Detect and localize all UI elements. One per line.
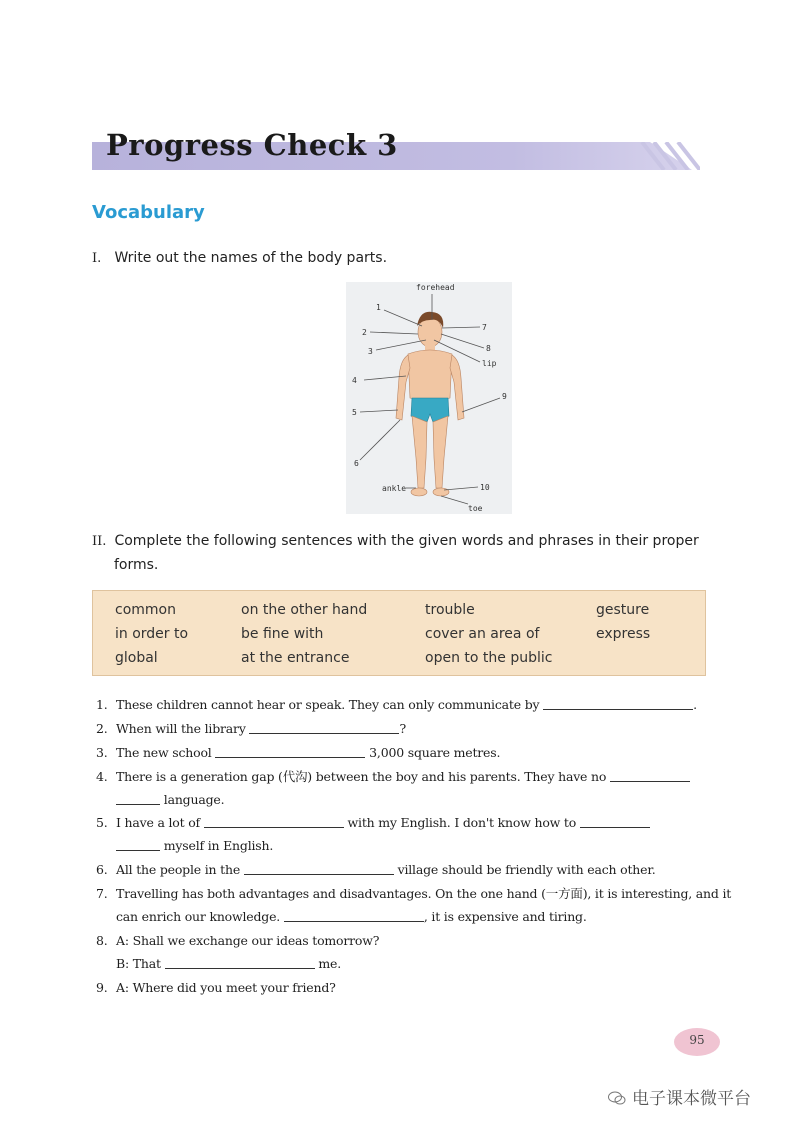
word-item: common [115,602,176,618]
sentence-text: village should be friendly with each other. [397,862,656,877]
sentence-text: myself in English. [163,838,274,853]
sentence-number: 9. [96,980,108,995]
sentence-8-cont [96,953,341,975]
sentence-5-cont [96,835,273,857]
sentence-number: 2. [96,721,108,736]
part1-number: I. [92,251,102,266]
sentence-number: 8. [96,933,108,948]
word-item: express [596,626,651,642]
label-2: 2 [362,328,367,337]
sentence-text: A: Where did you meet your friend? [116,980,336,995]
label-10: 10 [480,483,490,492]
sentence-text: language. [163,792,225,807]
human-figure [396,312,464,496]
word-item: global [115,650,158,666]
sentence-7-cont [96,906,587,928]
answer-blank[interactable] [204,813,344,828]
body-parts-figure [346,282,512,514]
sentence-number: 5. [96,815,108,830]
body-illustration [346,282,512,514]
part1-instruction [92,250,387,266]
label-7: 7 [482,323,487,332]
label-6: 6 [354,459,359,468]
sentence-4 [96,766,690,788]
sentence-text: All the people in the [116,862,241,877]
answer-blank[interactable] [580,813,650,828]
word-item: trouble [425,602,475,618]
word-item: be fine with [241,626,324,642]
word-box [92,590,706,676]
part2-number: II. [92,534,107,549]
label-1: 1 [376,303,381,312]
label-8: 8 [486,344,491,353]
sentence-5 [96,812,650,834]
label-5: 5 [352,408,357,417]
sentence-number: 4. [96,769,108,784]
word-item: at the entrance [241,650,350,666]
sentence-4-cont [96,789,224,811]
page-title: Progress Check 3 [106,128,398,162]
word-item: cover an area of [425,626,540,642]
part2-instruction-line2: forms. [114,557,159,573]
sentence-3 [96,742,500,764]
watermark [608,1084,751,1109]
sentence-text: with my English. I don't know how to [347,815,577,830]
sentence-text: A: Shall we exchange our ideas tomorrow? [116,933,380,948]
answer-blank[interactable] [244,860,394,875]
sentence-number: 1. [96,697,108,712]
sentence-6 [96,859,656,881]
sentence-number: 6. [96,862,108,877]
sentence-8 [96,930,379,952]
sentence-text: Travelling has both advantages and disadvantages. On the one hand (一方面), it is interesting, and it [116,886,732,901]
sentence-1 [96,694,697,716]
label-4: 4 [352,376,357,385]
answer-blank[interactable] [610,767,690,782]
sentence-text: 3,000 square metres. [369,745,501,760]
word-item: gesture [596,602,650,618]
answer-blank[interactable] [116,836,160,851]
sentence-number: 3. [96,745,108,760]
answer-blank[interactable] [249,719,399,734]
sentence-text: When will the library [116,721,246,736]
word-item: in order to [115,626,189,642]
sentence-text: me. [318,956,342,971]
sentence-text: . [693,697,697,712]
sentence-text: , it is expensive and tiring. [423,909,587,924]
sentence-2 [96,718,406,740]
part1-instruction-text: Write out the names of the body parts. [114,250,388,266]
part2-instruction-line1: Complete the following sentences with the given words and phrases in their proper [114,533,699,549]
label-toe: toe [468,504,483,513]
sentence-9 [96,977,336,999]
chat-bubble-icon [608,1091,626,1105]
part2-instruction [92,533,699,549]
sentence-text: can enrich our knowledge. [116,909,281,924]
sentence-number: 7. [96,886,108,901]
answer-blank[interactable] [543,695,693,710]
answer-blank[interactable] [116,790,160,805]
answer-blank[interactable] [165,954,315,969]
answer-blank[interactable] [215,743,365,758]
sentence-text: These children cannot hear or speak. They can only communicate by [116,697,540,712]
sentence-7 [96,883,731,905]
label-3: 3 [368,347,373,356]
word-item: open to the public [425,650,553,666]
sentence-text: There is a generation gap (代沟) between the boy and his parents. They have no [116,769,607,784]
title-stripes [640,142,700,170]
section-title: Vocabulary [92,202,205,223]
sentence-text: B: That [116,956,161,971]
sentence-text: ? [399,721,406,736]
sentence-text: The new school [116,745,212,760]
watermark-text: 电子课本微平台 [632,1089,751,1109]
answer-blank[interactable] [284,907,424,922]
sentence-text: I have a lot of [116,815,200,830]
label-9: 9 [502,392,507,401]
page-number: 95 [674,1028,720,1056]
label-forehead: forehead [416,283,455,292]
label-lip: lip [482,359,497,368]
label-ankle: ankle [382,484,407,493]
word-item: on the other hand [241,602,368,618]
